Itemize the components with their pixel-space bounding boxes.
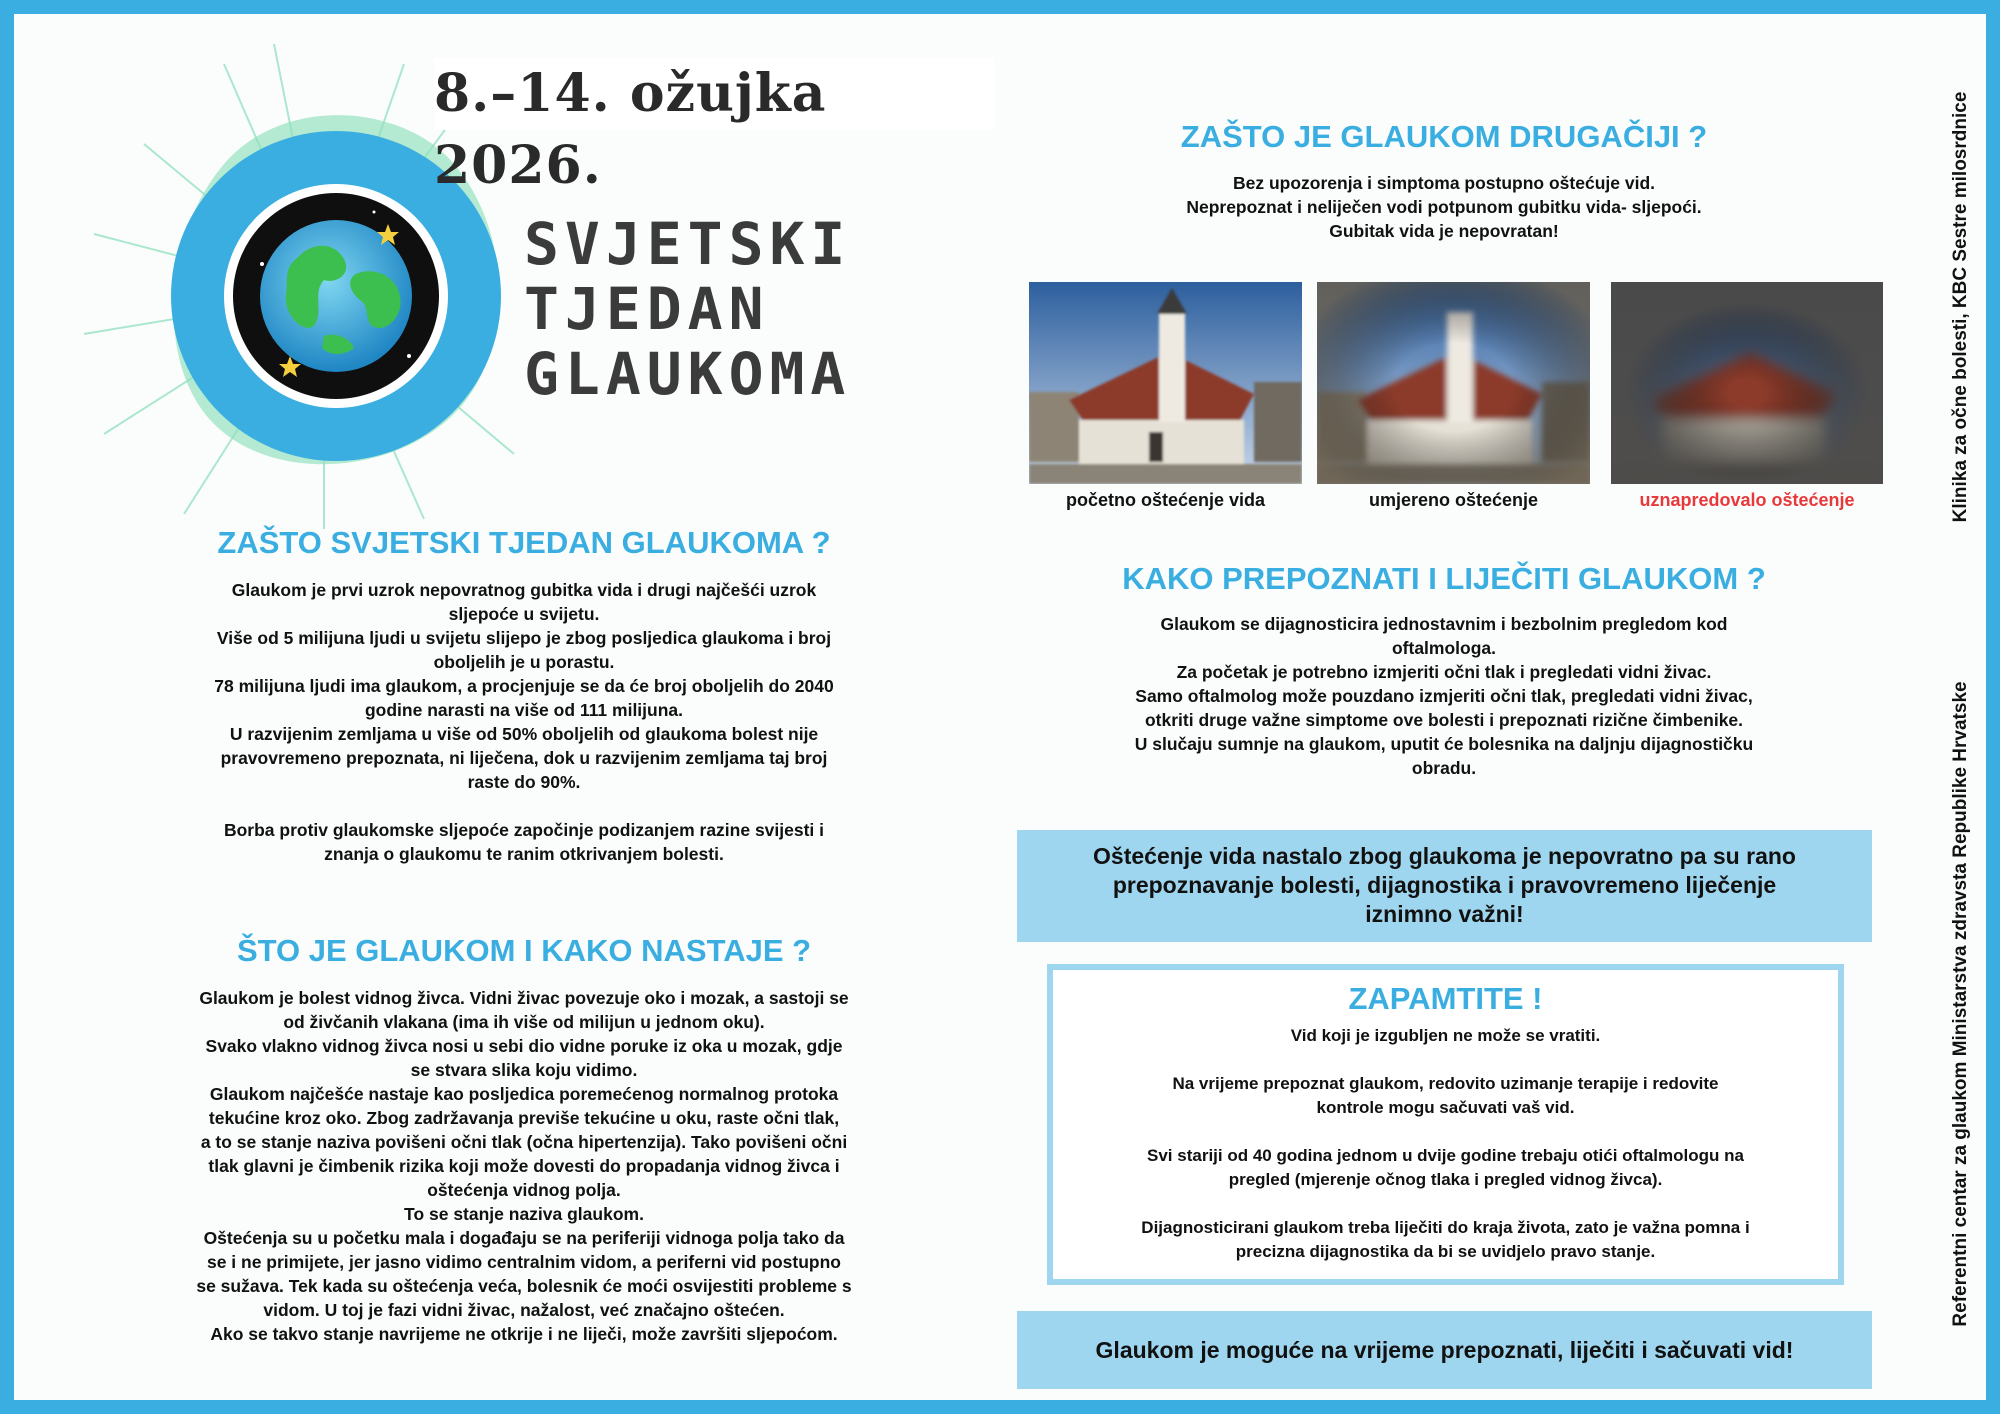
- why-different-text: Bez upozorenja i simptoma postupno oštećuje vid. Neprepoznat i neliječen vodi potpunom gubitku vida- sljepoći. Gubitak vida je nepovratan!: [1186, 173, 1702, 241]
- remember-box: [1047, 964, 1844, 1285]
- title-line-1: SVJETSKI: [524, 210, 852, 278]
- how-to-recognize-text: Glaukom se dijagnosticira jednostavnim i bezbolnim pregledom kod oftalmologa. Za početak je potrebno izmjeriti očni tlak i pregledati vidni živac. Samo oftalmolog može pouzdano izmjeriti očni tlak, pregledati vidni živac, otkriti druge važne simptome ove bolesti i prepoznati rizične čimbenike. U slučaju sumnje na glaukom, uputit će bolesnika na daljnju dijagnostičku obradu.: [1134, 614, 1754, 778]
- remember-text: Vid koji je izgubljen ne može se vratiti. Na vrijeme prepoznat glaukom, redovito uzimanje terapije i redovite kontrole mogu sačuvati vaš vid. Svi stariji od 40 godina jednom u dvije godine trebaju otići oftalmologu na pregled (mjerenje očnog tlaka i pregled vidnog živca). Dijagnosticirani glaukom treba liječiti do kraja života, zato je važna pomna i precizna dijagnostika da bi se uvidjelo pravo stanje.: [1141, 1026, 1750, 1261]
- title-line-3: GLAUKOMA: [524, 340, 852, 408]
- sidebar-top-container: [1946, 62, 1976, 552]
- photo-moderate-damage: [1317, 282, 1590, 484]
- photo-initial-damage: [1029, 282, 1302, 484]
- heading-remember: ZAPAMTITE !: [1348, 981, 1543, 1016]
- sidebar-bottom-container: [1946, 634, 1976, 1374]
- heading-how-to-recognize: KAKO PREPOZNATI I LIJEČITI GLAUKOM ?: [1122, 561, 1766, 596]
- what-is-glaucoma-text: Glaukom je bolest vidnog živca. Vidni živac povezuje oko i mozak, a sastoji se od živčanih vlakana (ima ih više od milijun u jednom oku). Svako vlakno vidnog živca nosi u sebi dio vidne poruke iz oka u mozak, gdje se stvara slika koju vidimo. Glaukom najčešće nastaje kao posljedica poremećenog normalnog protoka tekućine kroz oko. Zbog zadržavanja previše tekućine u oku, raste očni tlak, a to se stanje naziva povišeni očni tlak (očna hipertenzija). Tako povišeni očni tlak glavni je čimbenik rizika koji može dovesti do propadanja vidnog živca i oštećenja vidnog polja. To se stanje naziva glaukom. Oštećenja su u početku mala i događaju se na periferiji vidnoga polja tako da se i ne primijete, jer jasno vidimo centralnim vidom, a periferni vid postupno se sužava. Tek kada su oštećenja veća, bolesnik će moći osvijestiti probleme s vidom. U toj je fazi vidni živac, nažalost, već značajno oštećen. Ako se takvo stanje navrijeme ne otkrije i ne liječi, može završiti sljepoćom.: [196, 988, 852, 1344]
- photo-advanced-damage: [1611, 282, 1883, 484]
- sidebar-clinic-name: Klinika za očne bolesti, KBC Sestre milosrdnice: [1950, 91, 1971, 523]
- caption-initial: početno oštećenje vida: [1065, 490, 1266, 510]
- heading-why-glaucoma-week: ZAŠTO SVJETSKI TJEDAN GLAUKOMA ?: [217, 525, 831, 560]
- caption-moderate: umjereno oštećenje: [1368, 490, 1539, 510]
- why-week-text: Glaukom je prvi uzrok nepovratnog gubitka vida i drugi najčešći uzrok sljepoće u svijetu. Više od 5 milijuna ljudi u svijetu slijepo je zbog posljedica glaukoma i broj oboljelih je u porastu. 78 milijuna ljudi ima glaukom, a procjenjuje se da će broj oboljelih do 2040 godine narasti na više od 111 milijuna. U razvijenim zemljama u više od 50% oboljelih od glaukoma bolest nije pravovremeno prepoznata, ni liječena, dok u razvijenim zemljama taj broj raste do 90%. Borba protiv glaukomske sljepoće započinje podizanjem razine svijesti i znanja o glaukomu te ranim otkrivanjem bolesti.: [214, 580, 834, 864]
- closing-banner: Glaukom je moguće na vrijeme prepoznati, liječiti i sačuvati vid!: [1017, 1311, 1872, 1389]
- heading-why-different: ZAŠTO JE GLAUKOM DRUGAČIJI ?: [1180, 119, 1708, 154]
- title-line-2: TJEDAN: [524, 275, 770, 343]
- heading-what-is-glaucoma: ŠTO JE GLAUKOM I KAKO NASTAJE ?: [236, 933, 812, 968]
- irreversible-damage-banner: Oštećenje vida nastalo zbog glaukoma je nepovratno pa su rano prepoznavanje bolesti, dijagnostika i pravovremeno liječenje iznimno važni!: [1017, 830, 1872, 942]
- caption-advanced: uznapredovalo oštećenje: [1639, 490, 1855, 510]
- event-date: 8.–14. ožujka 2026.: [434, 58, 994, 130]
- sidebar-reference-centre: Referentni centar za glaukom Ministarstva zdravsta Republike Hrvatske: [1950, 681, 1971, 1327]
